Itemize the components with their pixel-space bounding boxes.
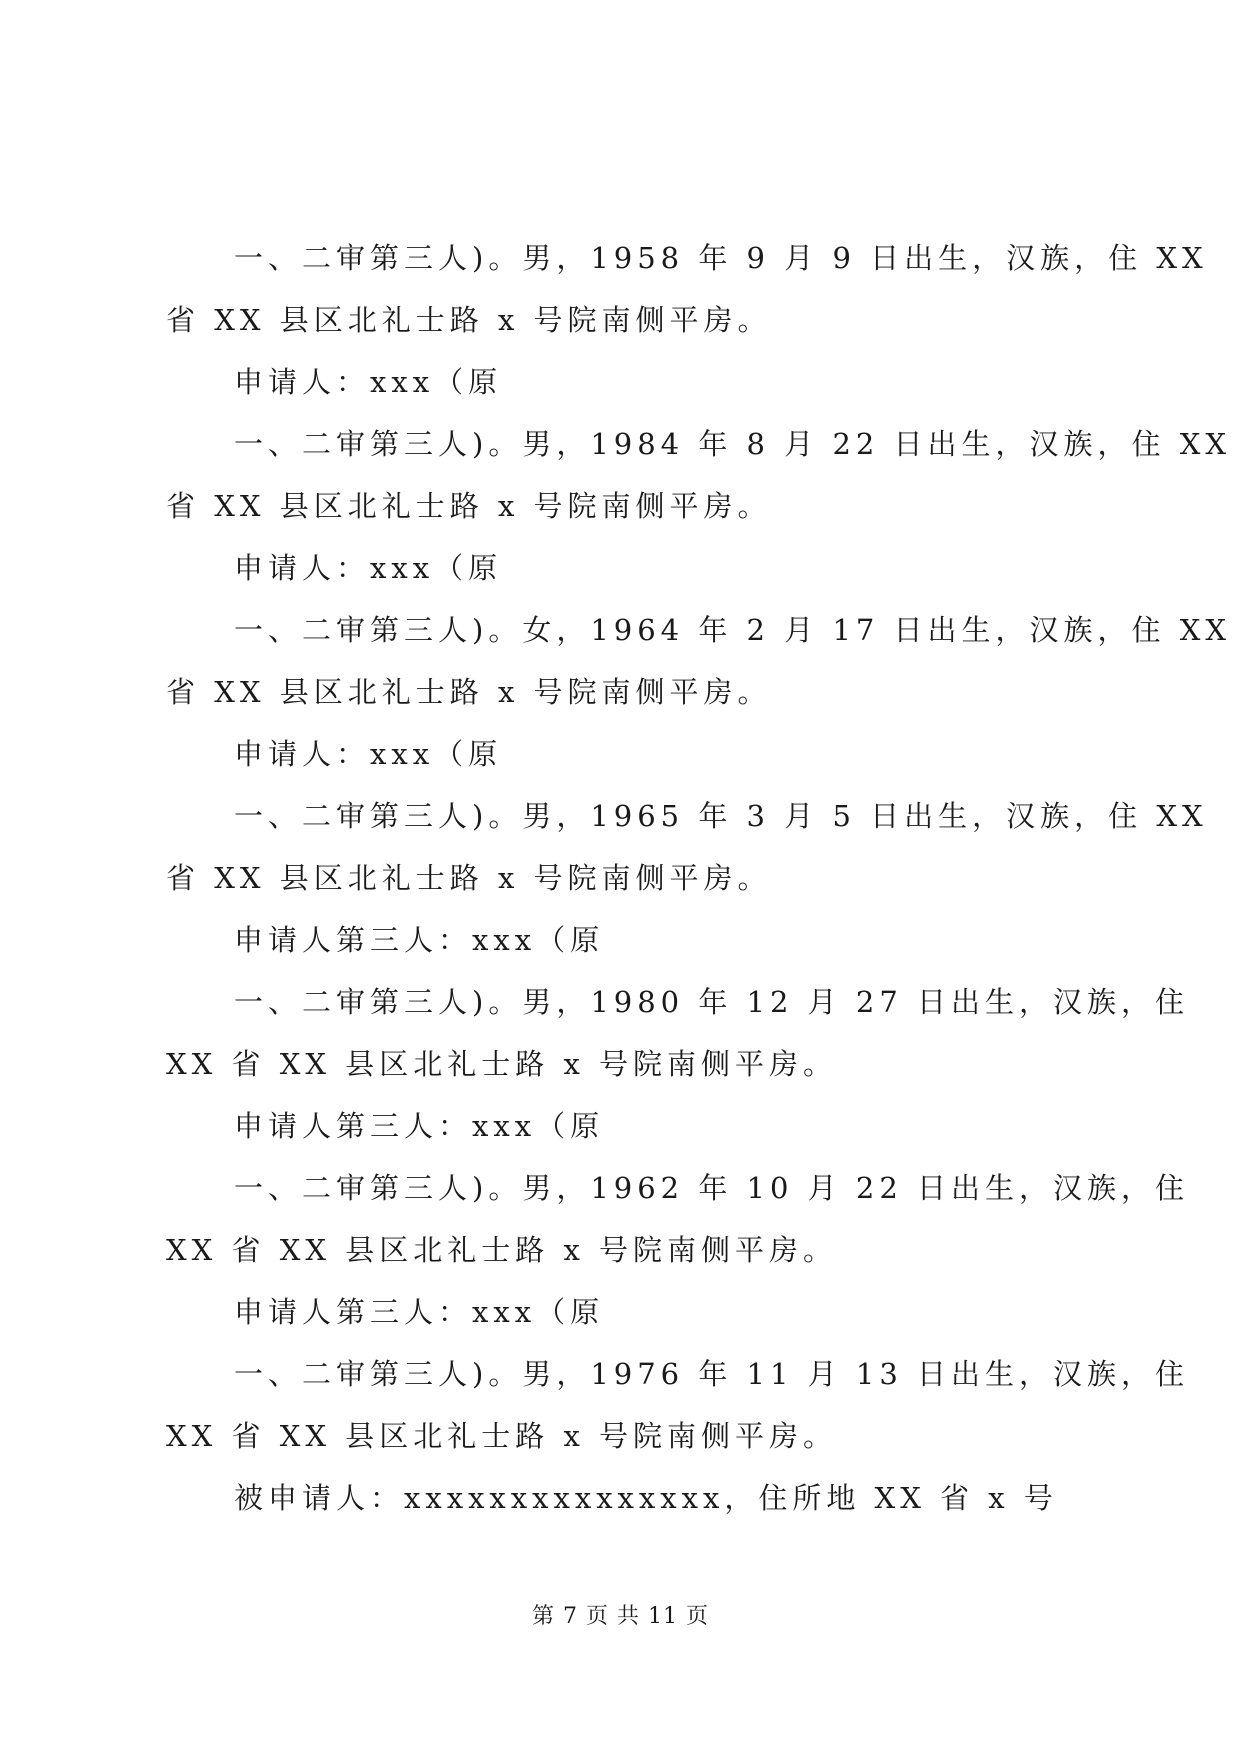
text-line: 省 XX 县区北礼士路 x 号院南侧平房。 — [166, 489, 772, 523]
text-line: 申请人：xxx（原 — [234, 737, 503, 771]
text-line: 一、二审第三人)。男，1980 年 12 月 27 日出生，汉族，住 — [234, 985, 1190, 1019]
text-line: XX 省 XX 县区北礼士路 x 号院南侧平房。 — [166, 1047, 838, 1081]
text-line: 一、二审第三人)。男，1962 年 10 月 22 日出生，汉族，住 — [234, 1171, 1190, 1205]
text-line: 一、二审第三人)。男，1976 年 11 月 13 日出生，汉族，住 — [234, 1357, 1190, 1391]
text-line: 一、二审第三人)。男，1984 年 8 月 22 日出生，汉族，住 XX — [234, 427, 1232, 461]
text-line: 省 XX 县区北礼士路 x 号院南侧平房。 — [166, 675, 772, 709]
text-line: 申请人第三人：xxx（原 — [234, 1109, 605, 1143]
text-line: 被申请人：xxxxxxxxxxxxxxx，住所地 XX 省 x 号 — [234, 1481, 1058, 1515]
text-line: 一、二审第三人)。女，1964 年 2 月 17 日出生，汉族，住 XX — [234, 613, 1232, 647]
text-line: 申请人：xxx（原 — [234, 551, 503, 585]
text-line: 申请人：xxx（原 — [234, 365, 503, 399]
text-line: 一、二审第三人)。男，1965 年 3 月 5 日出生，汉族，住 XX — [234, 799, 1208, 833]
text-line: 申请人第三人：xxx（原 — [234, 1295, 605, 1329]
text-line: 一、二审第三人)。男，1958 年 9 月 9 日出生，汉族，住 XX — [234, 241, 1208, 275]
text-line: 省 XX 县区北礼士路 x 号院南侧平房。 — [166, 303, 772, 337]
page-number-footer: 第 7 页 共 11 页 — [532, 1604, 709, 1629]
text-line: XX 省 XX 县区北礼士路 x 号院南侧平房。 — [166, 1419, 838, 1453]
text-line: 申请人第三人：xxx（原 — [234, 923, 605, 957]
text-line: XX 省 XX 县区北礼士路 x 号院南侧平房。 — [166, 1233, 838, 1267]
text-line: 省 XX 县区北礼士路 x 号院南侧平房。 — [166, 861, 772, 895]
